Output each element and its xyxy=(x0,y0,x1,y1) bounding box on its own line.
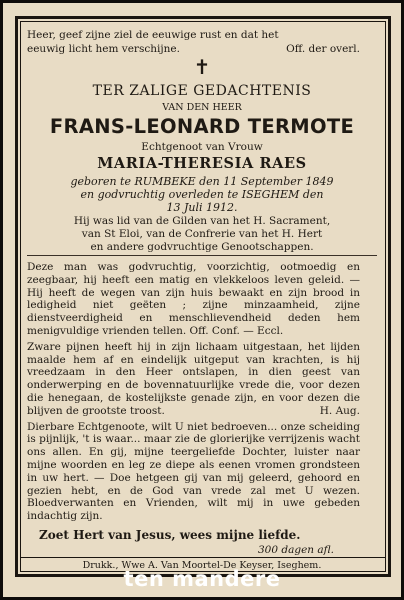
prayer-line-2 xyxy=(27,42,360,56)
dates-line-3: 13 Juli 1912. xyxy=(166,201,238,214)
van-den-heer: VAN DEN HEER xyxy=(162,102,242,113)
guilds-line-1: Hij was lid van de Gilden van het H. Sacrament, xyxy=(73,215,331,227)
motto: Zoet Hert van Jesus, wees mijne liefde. xyxy=(39,528,301,542)
paragraph-virtues: Deze man was godvruchtig, voorzichtig, ootmoedig en zeegbaar, hij heeft een matig en vlekkeloos leven geleid. — Hij heeft de wegen van zijn huis bewaakt en zijn brood in ledigheid niet geëten ; zijne minzaamheid, zijne dienstveerdigheid en menschlievendheid deden hem menigvuldige vrienden tellen. Off. Conf. — Eccl. xyxy=(27,261,360,337)
paragraph-farewell: Dierbare Echtgenoote, wilt U niet bedroeven... onze scheiding is pijnlijk, 't is waar... maar zie de glorierijke verrijzenis wacht ons allen. En gij, mijne teergeliefde Dochter, luister naar mijne woorden en leg ze diepe als eenen vromen grondsteen in uw hert. — Doe hetgeen gij van mij geleerd, gehoord en gezien hebt, en de God van vrede zal met U wezen. Bloedverwanten en Vrienden, wilt mij in uwe gebeden indachtig zijn. xyxy=(27,420,360,523)
paragraph-suffering-text: Zware pijnen heeft hij in zijn lichaam uitgestaan, het lijden maalde hem af en eindelijk uitgeput van krachten, is hij vreedzaam in den Heer ontslapen, in dien geest van onderwerping en de bovennatuurlijke vrede die, voor dezen die henegaan, de kostelijkste genade zijn, en voor dezen die blijven de grootste troost. xyxy=(27,340,360,417)
paragraph-suffering-source: H. Aug. xyxy=(319,404,360,417)
card-body xyxy=(27,261,360,526)
memorial-title: TER ZALIGE GEDACHTENIS xyxy=(92,83,312,99)
watermark: ten mandere xyxy=(123,567,281,591)
guild-memberships xyxy=(27,215,377,254)
memorial-card xyxy=(3,3,401,597)
prayer-source: Off. der overl. xyxy=(286,43,360,55)
paragraph-suffering xyxy=(27,341,360,418)
section-divider xyxy=(27,255,377,256)
guilds-line-2: van St Eloi, van de Confrerie van het H. Hert xyxy=(81,228,323,240)
prayer-line-2-text: eeuwig licht hem verschijne. xyxy=(27,43,180,55)
opening-prayer xyxy=(27,28,360,56)
indulgence-note: 300 dagen afl. xyxy=(258,544,334,556)
printer-rule xyxy=(20,557,386,558)
spouse-name: MARIA-THERESIA RAES xyxy=(97,155,307,172)
cross-icon: ✝ xyxy=(193,55,211,79)
dates-line-2: en godvruchtig overleden te ISEGHEM den xyxy=(80,188,324,201)
printer-credit: Drukk., Wwe A. Van Moortel-De Keyser, Iseghem. xyxy=(82,560,322,571)
dates-line-1: geboren te RUMBEKE den 11 September 1849 xyxy=(70,175,334,188)
deceased-name: FRANS-LEONARD TERMOTE xyxy=(49,115,355,138)
prayer-line-1: Heer, geef zijne ziel de eeuwige rust en dat het xyxy=(27,29,279,41)
guilds-line-3: en andere godvruchtige Genootschappen. xyxy=(90,241,314,253)
life-dates xyxy=(27,175,377,214)
spouse-intro: Echtgenoot van Vrouw xyxy=(141,141,263,153)
